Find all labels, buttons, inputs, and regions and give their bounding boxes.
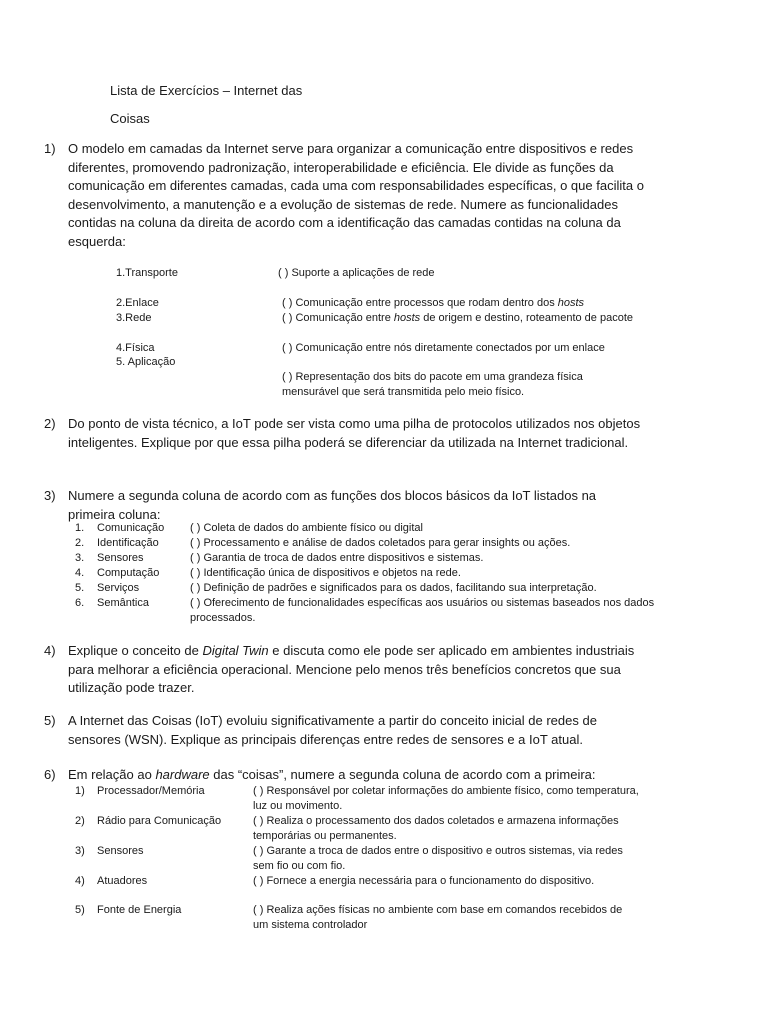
function-option: ( ) Suporte a aplicações de rede	[278, 267, 435, 279]
question-number: 6)	[44, 767, 56, 782]
function-option: ( ) Definição de padrões e significados para os dados, facilitando sua interpretação.	[190, 582, 597, 594]
hardware-item: Rádio para Comunicação	[97, 815, 222, 827]
function-option: ( ) Garantia de troca de dados entre dispositivos e sistemas.	[190, 552, 484, 564]
question-number: 2)	[44, 416, 56, 431]
block-item: Semântica	[97, 597, 149, 609]
item-number: 3.	[75, 552, 85, 564]
item-number: 2)	[75, 815, 85, 827]
layer-item: 1.Transporte	[116, 267, 178, 279]
question-text: Explique o conceito de Digital Twin e discuta como ele pode ser aplicado em ambientes industriais para melhorar a eficiência operacional. Mencione pelo menos três benefícios concretos que sua utilização pode trazer.	[68, 643, 635, 696]
function-option: ( ) Representação dos bits do pacote em uma grandeza física mensurável que será transmitida pelo meio físico.	[282, 371, 583, 398]
question-text: A Internet das Coisas (IoT) evoluiu significativamente a partir do conceito inicial de redes de sensores (WSN). Explique as principais diferenças entre redes de sensores e a IoT atual.	[68, 713, 597, 747]
block-item: Serviços	[97, 582, 140, 594]
function-option: ( ) Realiza ações físicas no ambiente com base em comandos recebidos de um sistema controlador	[253, 904, 623, 931]
block-item: Computação	[97, 567, 160, 579]
question-text: O modelo em camadas da Internet serve para organizar a comunicação entre dispositivos e redes diferentes, promovendo padronização, interoperabilidade e eficiência. Ele divide as funções da comunicação em diferentes camadas, cada uma com responsabilidades específicas, o que facilita o desenvolvimento, a manutenção e a evolução de sistemas de rede. Numere as funcionalidades contidas na coluna da direita de acordo com a identificação das camadas contidas na coluna da esquerda:	[68, 141, 644, 249]
block-item: Comunicação	[97, 522, 165, 534]
layer-item: 4.Física	[116, 342, 155, 354]
item-number: 6.	[75, 597, 85, 609]
function-option: ( ) Coleta de dados do ambiente físico ou digital	[190, 522, 423, 534]
question-text: Do ponto de vista técnico, a IoT pode ser vista como uma pilha de protocolos utilizados nos objetos inteligentes. Explique por que essa pilha poderá se diferenciar da utilizada na Internet tradicional.	[68, 416, 641, 450]
page-title-continuation: Coisas	[110, 111, 150, 126]
function-option: ( ) Fornece a energia necessária para o funcionamento do dispositivo.	[253, 875, 595, 887]
function-option: ( ) Processamento e análise de dados coletados para gerar insights ou ações.	[190, 537, 571, 549]
question-6	[44, 766, 684, 785]
function-option: ( ) Comunicação entre nós diretamente conectados por um enlace	[282, 342, 605, 354]
question-5	[44, 712, 644, 749]
question-text: Em relação ao hardware das “coisas”, numere a segunda coluna de acordo com a primeira:	[68, 767, 596, 782]
question-3	[44, 487, 644, 524]
layer-item: 3.Rede	[116, 312, 152, 324]
question-number: 4)	[44, 643, 56, 658]
item-number: 5.	[75, 582, 85, 594]
layer-item: 2.Enlace	[116, 297, 159, 309]
item-number: 2.	[75, 537, 85, 549]
question-1	[44, 140, 644, 252]
item-number: 4)	[75, 875, 85, 887]
hardware-item: Processador/Memória	[97, 785, 205, 797]
question-2	[44, 415, 644, 452]
function-option: ( ) Oferecimento de funcionalidades específicas aos usuários ou sistemas baseados nos dados processados.	[190, 597, 655, 624]
block-item: Identificação	[97, 537, 159, 549]
function-option: ( ) Identificação única de dispositivos e objetos na rede.	[190, 567, 461, 579]
item-number: 3)	[75, 845, 85, 857]
question-4	[44, 642, 644, 698]
layer-item: 5. Aplicação	[116, 356, 176, 368]
function-option: ( ) Comunicação entre processos que rodam dentro dos hosts	[282, 297, 585, 309]
question-number: 3)	[44, 488, 56, 503]
hardware-item: Sensores	[97, 845, 144, 857]
function-option: ( ) Responsável por coletar informações do ambiente físico, como temperatura, luz ou movimento.	[253, 785, 639, 812]
item-number: 5)	[75, 904, 85, 916]
block-item: Sensores	[97, 552, 144, 564]
function-option: ( ) Realiza o processamento dos dados coletados e armazena informações temporárias ou permanentes.	[253, 815, 619, 842]
hardware-item: Fonte de Energia	[97, 904, 182, 916]
page-title: Lista de Exercícios – Internet das	[110, 83, 303, 98]
item-number: 1)	[75, 785, 85, 797]
item-number: 4.	[75, 567, 85, 579]
question-number: 1)	[44, 141, 56, 156]
hardware-item: Atuadores	[97, 875, 148, 887]
function-option: ( ) Comunicação entre hosts de origem e destino, roteamento de pacote	[282, 312, 633, 324]
question-number: 5)	[44, 713, 56, 728]
function-option: ( ) Garante a troca de dados entre o dispositivo e outros sistemas, via redes sem fio ou com fio.	[253, 845, 623, 872]
item-number: 1.	[75, 522, 85, 534]
question-text: Numere a segunda coluna de acordo com as funções dos blocos básicos da IoT listados na primeira coluna:	[68, 488, 597, 522]
